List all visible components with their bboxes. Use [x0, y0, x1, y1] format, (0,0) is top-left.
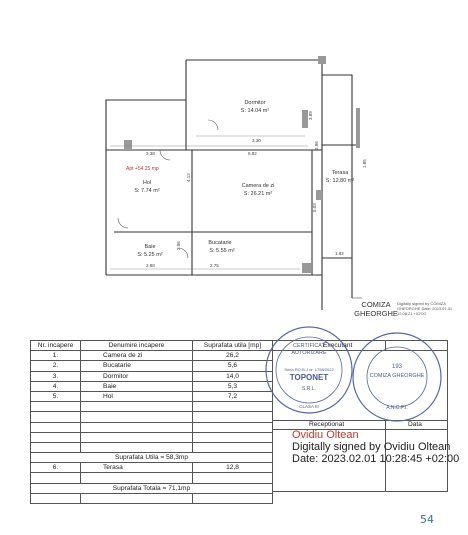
row-area: 12,8 [193, 463, 273, 473]
dimension: 2.96 [314, 141, 319, 150]
room-terasa-area: S: 12.80 m² [325, 178, 355, 184]
room-baie-area: S: 5.25 m² [137, 252, 163, 258]
table-row-empty [31, 473, 273, 483]
data-label: Data [408, 421, 422, 428]
dimension: 2.06 [176, 241, 181, 250]
executant-label: Executant [323, 342, 353, 349]
room-camera-label: Camera de zi [241, 183, 275, 189]
row-area: 7,2 [193, 391, 273, 401]
row-nr: 3. [31, 371, 81, 381]
row-area: 5,3 [193, 381, 273, 391]
row-nr: 2. [31, 361, 81, 371]
row-nr: 5. [31, 391, 81, 401]
room-dormitor-area: S: 14.04 m² [240, 108, 270, 114]
room-baie-label: Baie [144, 244, 156, 250]
surveyor-name-line1: COMIZA [361, 300, 391, 309]
room-hol-label: Hol [142, 180, 152, 186]
dimension: 2.88 [146, 263, 155, 268]
room-bucatarie-label: Bucatarie [208, 240, 232, 246]
dimension: 6.82 [248, 151, 257, 156]
signed-date: Date: 2023.02.01 10:28:45 +02:00 [292, 453, 460, 465]
stamp-line1: CERTIFICAT [293, 343, 325, 349]
stamp-line3: Seria RO-B-J nr. 1758/2022 [284, 367, 334, 372]
col-nr: Nr. incapere [31, 341, 81, 351]
stamp2-ancpi: A.N.C.P.I. [386, 405, 408, 411]
outer-wall-left [106, 60, 186, 150]
row-area: 14,0 [193, 371, 273, 381]
signer-name: Ovidiu Oltean [292, 429, 359, 441]
row-name: Camera de zi [81, 351, 193, 361]
dimension: 3.30 [252, 138, 261, 143]
outer-wall [186, 60, 360, 145]
dimension: 2.75 [210, 263, 219, 268]
table-row-empty [31, 402, 273, 412]
stamp2-nr: 193 [391, 364, 402, 370]
surveyor-signature-detail: Digitally signed by COMIZA GHEORGHE Date: 2023.01.31 12:08:21 +02'00' [397, 301, 453, 316]
table-row-empty [31, 412, 273, 422]
row-nr: 1. [31, 351, 81, 361]
stamp-company: TOPONET [289, 373, 329, 382]
table-row-empty [31, 432, 273, 442]
room-hol-area: S: 7.74 m² [134, 188, 160, 194]
room-dormitor-label: Dormitor [244, 100, 266, 106]
table-row-empty [31, 442, 273, 452]
dimension: 1.82 [335, 251, 344, 256]
stamp-class: CLASA III [299, 404, 319, 409]
room-bucatarie-area: S: 5.55 m² [209, 248, 235, 254]
dimension: 5.03 [312, 203, 317, 212]
totala-total: Suprafata Totala = 71,1mp [31, 483, 273, 493]
room-camera-area: S: 26.21 m² [243, 191, 273, 197]
dimension: 4.12 [186, 173, 191, 182]
row-nr: 6. [31, 463, 81, 473]
table-row [31, 361, 273, 371]
digital-signature [292, 429, 459, 465]
room-terasa-label: Terasa [331, 170, 349, 176]
row-name: Dormitor [81, 371, 193, 381]
col-suprafata: Suprafata utila [mp] [193, 341, 273, 351]
stamp-line2: AUTORIZARE [291, 350, 327, 356]
rooms-table [30, 340, 273, 504]
table-row-empty [31, 493, 273, 503]
table-row [31, 371, 273, 381]
table-row [31, 391, 273, 401]
column [356, 108, 360, 148]
apartment-area-note: Apt +54.25 mp [126, 166, 159, 172]
table-row [31, 351, 273, 361]
col-denumire: Denumire incapere [81, 341, 193, 351]
table-row [31, 463, 273, 473]
receptionat-label: Receptionat [309, 421, 345, 428]
row-name: Bucatarie [81, 361, 193, 371]
row-name: Terasa [81, 463, 193, 473]
row-area: 5,6 [193, 361, 273, 371]
page-number: 54 [420, 513, 434, 526]
utila-total: Suprafata Utila = 58,3mp [31, 453, 273, 463]
column [302, 263, 311, 273]
column [318, 56, 326, 64]
stamp-suffix: S.R.L. [302, 386, 316, 392]
dimension: 3.89 [308, 111, 313, 120]
utila-total-row [31, 453, 273, 463]
stamp2-name: COMIZA GHEORGHE [369, 373, 425, 379]
dimension: 3.38 [146, 151, 155, 156]
signed-by: Digitally signed by Ovidiu Oltean [292, 441, 451, 453]
totala-row [31, 483, 273, 493]
table-row-empty [31, 422, 273, 432]
row-name: Baie [81, 381, 193, 391]
dimension: 1.85 [362, 159, 367, 168]
row-nr: 4. [31, 381, 81, 391]
table-row [31, 381, 273, 391]
row-area: 26,2 [193, 351, 273, 361]
row-name: Hol [81, 391, 193, 401]
column [316, 190, 322, 200]
surveyor-name-line2: GHEORGHE [354, 309, 398, 318]
column [124, 140, 132, 149]
